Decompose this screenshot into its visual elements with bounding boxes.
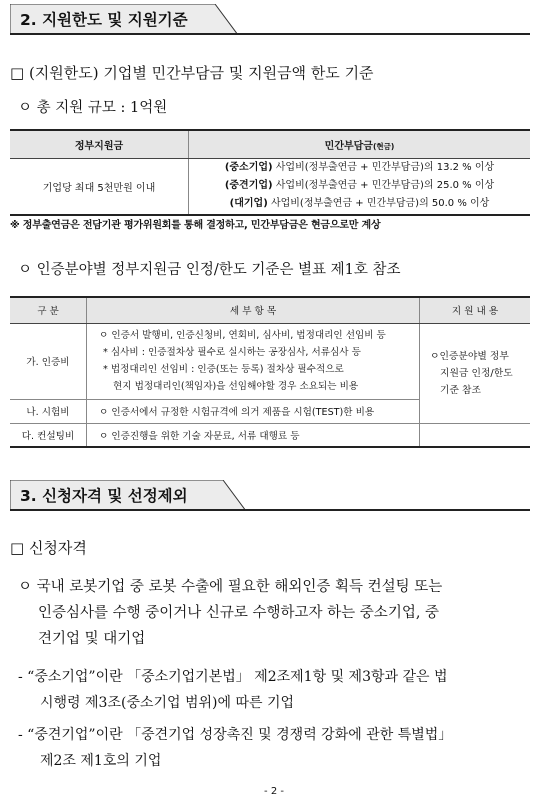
row-label: 나. 시험비	[10, 399, 87, 423]
detail-line: * 법정대리인 선임비 : 인증(또는 등록) 절차상 필수적으로	[103, 364, 344, 375]
header-support: 지 원 내 용	[420, 297, 531, 323]
private-share-mid: (중견기업) 사업비(정부출연금 + 민간부담금)의 25.0 % 이상	[224, 180, 495, 192]
table-row	[10, 323, 530, 399]
section-2-header	[10, 4, 238, 35]
header-detail: 세 부 항 목	[87, 297, 420, 323]
detail-line: 현지 법정대리인(책임자)을 선임해야할 경우 소요되는 비용	[113, 381, 359, 392]
row-detail: ㅇ 인증진행을 위한 기술 자문료, 서류 대행료 등	[87, 423, 420, 447]
table-body-row	[10, 158, 530, 215]
section-3-header	[10, 480, 246, 511]
qualification-heading: □ 신청자격	[10, 539, 87, 557]
definition-line: - “중소기업”이란 「중소기업기본법」 제2조제1항 및 제3항과 같은 법	[18, 669, 448, 685]
mid-definition	[18, 722, 530, 774]
section-divider	[10, 33, 530, 35]
support-line: ㅇ인증분야별 정부	[430, 350, 509, 362]
paragraph-line: 견기업 및 대기업	[38, 631, 146, 647]
row-label: 가. 인증비	[10, 323, 87, 399]
section-title: 2. 지원한도 및 지원기준	[20, 11, 188, 29]
row-detail: ㅇ 인증서에서 규정한 시험규격에 의거 제품을 시험(TEST)한 비용	[87, 399, 420, 423]
section-divider	[10, 509, 530, 511]
paragraph-line: 인증심사를 수행 중이거나 신규로 수행하고자 하는 중소기업, 중	[38, 605, 440, 621]
support-line: 지원금 인정/한도	[440, 367, 513, 379]
total-scale: ㅇ 총 지원 규모 : 1억원	[18, 100, 168, 116]
limit-heading: □ (지원한도) 기업별 민간부담금 및 지원금액 한도 기준	[10, 64, 374, 82]
row-detail	[87, 323, 420, 399]
detail-line: ㅇ 인증서 발행비, 인증신청비, 연회비, 심사비, 법정대리인 선임비 등	[99, 330, 386, 341]
header-private-share: 민간부담금(현금)	[189, 130, 531, 158]
gov-support-value: 기업당 최대 5천만원 이내	[10, 158, 189, 215]
definition-line: 시행령 제3조(중소기업 범위)에 따른 기업	[40, 695, 295, 711]
support-content	[420, 323, 531, 423]
header-category: 구 분	[10, 297, 87, 323]
table-header-row	[10, 130, 530, 158]
certification-cost-table	[10, 296, 530, 448]
page-number: - 2 -	[264, 786, 284, 797]
qualification-paragraph	[18, 574, 530, 652]
paragraph-line: ㅇ 국내 로봇기업 중 로봇 수출에 필요한 해외인증 획득 컨설팅 또는	[18, 579, 443, 595]
private-share-sme: (중소기업) 사업비(정부출연금 + 민간부담금)의 13.2 % 이상	[224, 162, 495, 174]
row-support-empty	[420, 423, 531, 447]
support-line: 기준 참조	[440, 384, 481, 396]
detail-line: * 심사비 : 인증절차상 필수로 실시하는 공장심사, 서류심사 등	[103, 347, 361, 358]
row-label: 다. 컨설팅비	[10, 423, 87, 447]
criteria-line: ㅇ 인증분야별 정부지원금 인정/한도 기준은 별표 제1호 참조	[18, 262, 401, 278]
table-row	[10, 423, 530, 447]
funding-note: ※ 정부출연금은 전담기관 평가위원회를 통해 결정하고, 민간부담금은 현금으로만 계상	[10, 220, 381, 231]
section-title: 3. 신청자격 및 선정제외	[20, 487, 188, 505]
definition-line: - “중견기업”이란 「중견기업 성장촉진 및 경쟁력 강화에 관한 특별법」	[18, 727, 453, 743]
header-gov-support: 정부지원금	[10, 130, 189, 158]
sme-definition	[18, 664, 530, 716]
definition-line: 제2조 제1호의 기업	[40, 753, 162, 769]
private-share-large: (대기업) 사업비(정부출연금 + 민간부담금)의 50.0 % 이상	[229, 198, 490, 210]
private-share-values	[189, 158, 531, 215]
support-limit-table	[10, 129, 530, 216]
table-header-row	[10, 297, 530, 323]
